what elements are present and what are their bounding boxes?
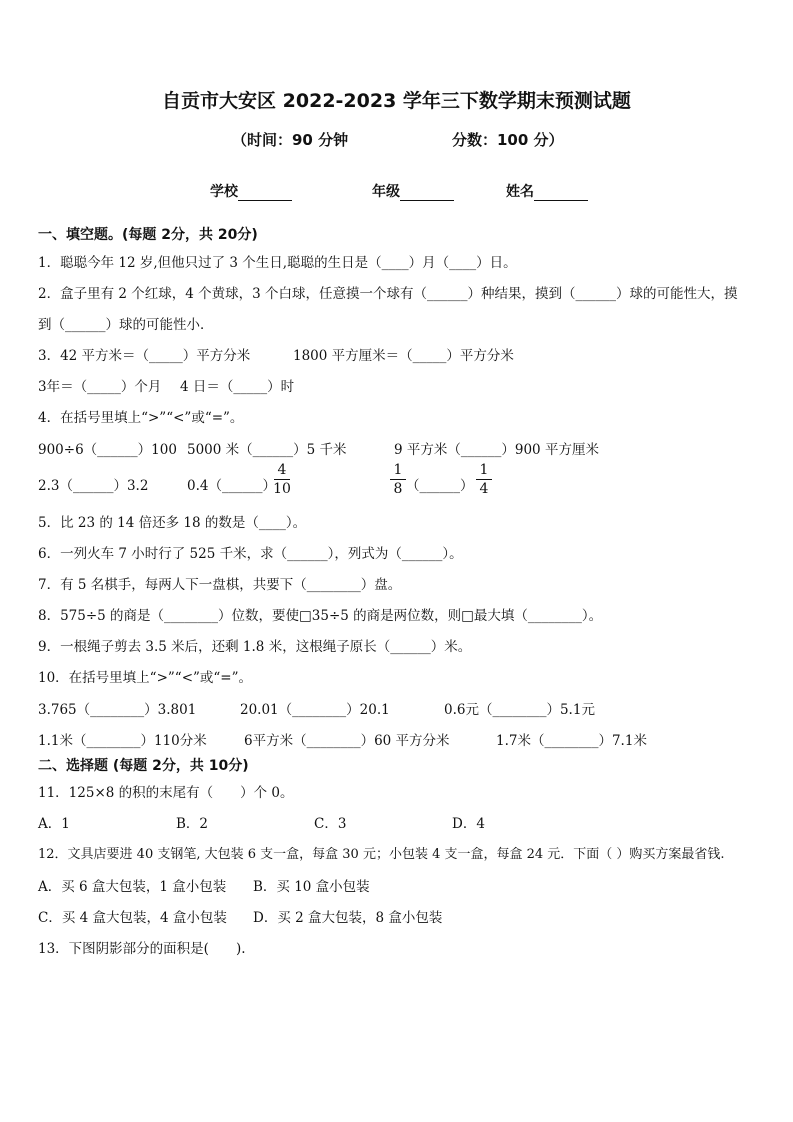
- fraction-1-8: [388, 462, 408, 497]
- question-10-item-4: 1.1米（________）110分米: [38, 733, 207, 749]
- question-11-option-c[interactable]: C．3: [314, 816, 347, 832]
- school-field[interactable]: [210, 181, 292, 201]
- section1-heading: 一、填空题。(每题 2分，共 20分): [38, 227, 258, 243]
- question-4-item-5: 0.4（______）: [187, 478, 276, 494]
- question-4: 4．在括号里填上“>”“<”或“=”。: [38, 410, 244, 426]
- question-12-option-b[interactable]: B．买 10 盒小包装: [253, 879, 370, 895]
- question-11-option-a[interactable]: A．1: [38, 816, 70, 832]
- fraction-numerator: 4: [277, 462, 287, 478]
- name-blank[interactable]: [534, 186, 588, 201]
- question-10-item-5: 6平方米（________）60 平方分米: [244, 733, 450, 749]
- question-12-option-d[interactable]: D．买 2 盒大包装，8 盒小包装: [253, 910, 443, 926]
- question-11-option-d[interactable]: D．4: [452, 816, 485, 832]
- fraction-denominator: 8: [393, 481, 403, 497]
- question-4-item-4: 2.3（______）3.2: [38, 478, 149, 494]
- question-11-option-b[interactable]: B．2: [176, 816, 209, 832]
- fraction-1-4: [474, 462, 494, 497]
- school-label: 学校: [210, 184, 238, 200]
- grade-field[interactable]: [372, 181, 454, 201]
- question-10-item-2: 20.01（________）20.1: [240, 702, 390, 718]
- question-10-item-3: 0.6元（________）5.1元: [444, 702, 595, 718]
- question-12-option-a[interactable]: A．买 6 盒大包装，1 盒小包装: [38, 879, 227, 895]
- question-6: 6．一列火车 7 小时行了 525 千米，求（______），列式为（______）。: [38, 546, 463, 562]
- section2-heading: 二、选择题 (每题 2分，共 10分): [38, 758, 249, 774]
- question-3-a: 3．42 平方米＝（_____）平方分米: [38, 348, 251, 364]
- question-1: 1．聪聪今年 12 岁,但他只过了 3 个生日,聪聪的生日是（____）月（____）日。: [38, 255, 517, 271]
- question-2-line1: 2．盒子里有 2 个红球，4 个黄球，3 个白球，任意摸一个球有（______）种结果，摸到（______）球的可能性大，摸: [38, 286, 738, 302]
- question-3-d: 4 日＝（_____）时: [180, 379, 295, 395]
- question-12-option-c[interactable]: C．买 4 盒大包装，4 盒小包装: [38, 910, 227, 926]
- exam-time: （时间：90 分钟: [232, 131, 349, 149]
- question-4-item-6: （______）: [406, 478, 474, 494]
- grade-blank[interactable]: [400, 186, 454, 201]
- name-label: 姓名: [506, 184, 534, 200]
- fraction-numerator: 1: [393, 462, 403, 478]
- question-9: 9．一根绳子剪去 3.5 米后，还剩 1.8 米，这根绳子原长（______）米。: [38, 639, 472, 655]
- page-title: 自贡市大安区 2022-2023 学年三下数学期末预测试题: [162, 90, 631, 112]
- question-5: 5．比 23 的 14 倍还多 18 的数是（____）。: [38, 515, 307, 531]
- question-3-c: 3年＝（_____）个月: [38, 379, 162, 395]
- question-2-line2: 到（______）球的可能性小．: [38, 317, 214, 333]
- exam-score: 分数：100 分）: [452, 131, 564, 149]
- grade-label: 年级: [372, 184, 400, 200]
- question-4-item-3: 9 平方米（______）900 平方厘米: [394, 442, 599, 458]
- fraction-bar: [476, 479, 492, 480]
- fraction-numerator: 1: [479, 462, 489, 478]
- question-7: 7．有 5 名棋手，每两人下一盘棋，共要下（________）盘。: [38, 577, 402, 593]
- fraction-bar: [274, 479, 290, 480]
- question-3-b: 1800 平方厘米＝（_____）平方分米: [293, 348, 514, 364]
- question-12: 12．文具店要进 40 支钢笔, 大包装 6 支一盒，每盒 30 元；小包装 4 支一盒，每盒 24 元．下面（ ）购买方案最省钱.: [38, 847, 725, 862]
- question-10: 10．在括号里填上“>”“<”或“=”。: [38, 670, 253, 686]
- fraction-denominator: 10: [273, 481, 291, 497]
- school-blank[interactable]: [238, 186, 292, 201]
- fraction-4-10: [272, 462, 292, 497]
- question-11: 11．125×8 的积的末尾有（ ）个 0。: [38, 785, 294, 801]
- question-10-item-6: 1.7米（________）7.1米: [496, 733, 647, 749]
- question-4-item-2: 5000 米（______）5 千米: [187, 442, 347, 458]
- question-13: 13．下图阴影部分的面积是( ).: [38, 941, 246, 957]
- question-8: 8．575÷5 的商是（________）位数，要使□35÷5 的商是两位数，则□最大填（________）。: [38, 608, 603, 624]
- fraction-denominator: 4: [479, 481, 489, 497]
- fraction-bar: [390, 479, 406, 480]
- name-field[interactable]: [506, 181, 588, 201]
- question-10-item-1: 3.765（________）3.801: [38, 702, 197, 718]
- question-4-item-1: 900÷6（______）100: [38, 442, 177, 458]
